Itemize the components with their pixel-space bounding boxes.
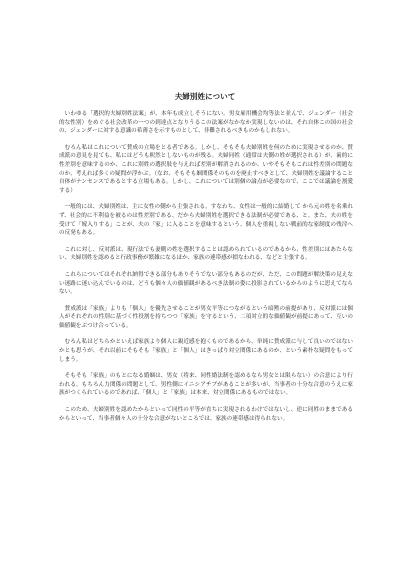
paragraph-3-text: 一般的には、夫婦別姓は、主に女性の側から主張される。すなわち、女性は一般的に結婚して から元の姓を名乗れず、社会的に不利益を被るのは性差別である、だから夫婦別姓を選択できる法制が必要である、と。また、夫の姓を受けて「嫁入りする」ことが、夫の「家」に入ることを意味するという、個人を重視しない戦前的な家制度の残滓への反発もある。 bbox=[59, 204, 353, 237]
paragraph-2 bbox=[59, 144, 353, 196]
paragraph-4 bbox=[59, 246, 353, 263]
paragraph-3 bbox=[59, 203, 353, 237]
paragraph-4-text: これに対し、反対派は、現行法でも妻側の姓を選択することは認められているのであるから、性差別にはあたらない、夫婦別姓を認めると行政事務が繁雑になるほか、家族の連帯感が損なわれる、などと主張する。 bbox=[59, 246, 353, 262]
paragraph-5-text: これらについてはそれぞれ納得できる部分もありそうでない部分もあるのだが、ただ、この問題が解決策の見えない迷路に迷い込んでいるのは、どうも個々人の価値観があるべき法制の姿に投影されているからのように思えてならない。 bbox=[59, 271, 353, 296]
paragraph-7-text: むろん私はどちらかといえば家族より個人に親近感を抱くものであるから、単純に賛成派に与して良いのではないかとも思うが、それ以前にそもそも「家族」と「個人」はきっぱり対立関係にあるのか、という素朴な疑問をもってしまう。 bbox=[59, 339, 353, 363]
paragraph-9 bbox=[59, 406, 353, 423]
document-title: 夫婦別姓について bbox=[174, 92, 236, 101]
document-body bbox=[59, 110, 353, 431]
paragraph-8 bbox=[59, 372, 353, 398]
paragraph-1 bbox=[59, 110, 353, 136]
paragraph-6-text: 賛成派は「家族」よりも「個人」を優先させることが男女平等につながるという暗黙の前提があり、反対派には個人がそれぞれの性別に基づく性役割を持ちつつ「家族」を守るという、二項対立的な価値観が前提にあって、互いの価値観をぶつけ合っている。 bbox=[59, 305, 353, 329]
paragraph-9-text: このため、夫婦別姓を認めたからといって同性の平等が直ちに実現されるわけではないし、逆に同姓のままであるからといって、当事者個々人の十分な合意がないところでは、家族の連帯感は得られない。 bbox=[59, 407, 353, 422]
paragraph-6 bbox=[59, 305, 353, 331]
paragraph-1-text: いわゆる「選択的夫婦別姓法案」が、本年も成立しそうにない。男女雇用機会均等法と並んで、ジェンダー（社会的な性別）をめぐる社会改革の一つの到達点となりうるこの法案がなかなか実現しないのは、それ自体この国の社会の、ジェンダーに対する意識の希薄さを示すものとして、非難されるべきものかもしれない。 bbox=[59, 111, 353, 135]
paragraph-8-text: そもそも「家族」のもとになる婚姻は、男女（将来、同性婚法制を認めるなら男女とは限らない）の合意により行われる。もちろん力関係の問題として、男性側にイニシアチブがあることが多いが、当事者の十分な合意のうえに家族がつくられているのであれば、「個人」と「家族」は本来、対立関係にあるものではない。 bbox=[59, 373, 353, 397]
paragraph-5 bbox=[59, 271, 353, 297]
paragraph-2-text: むろん私はこれについて賛成の立場をとる者である。しかし、そもそも夫婦別姓を何のために実現させるのか、賛成派の意見を見ても、私にはどうも釈然としないものが残る。夫婦同姓（通常は夫側の姓が選択される）が、歯的に性差別を意味するのか、これに別姓の選択肢を与えれば差別が解消されるのか、いやそもそもこれは性差別の問題なのか、考えれば多くの疑問が浮かぶ。（なお、そもそも姻関係そのものを廃止すべきとして、夫婦別姓を議論すること自体がナンセンスであるとする立場もある。しかし、これについては別個の論点が必要なので、ここでは議論を割愛する） bbox=[59, 144, 353, 194]
paragraph-7 bbox=[59, 338, 353, 364]
